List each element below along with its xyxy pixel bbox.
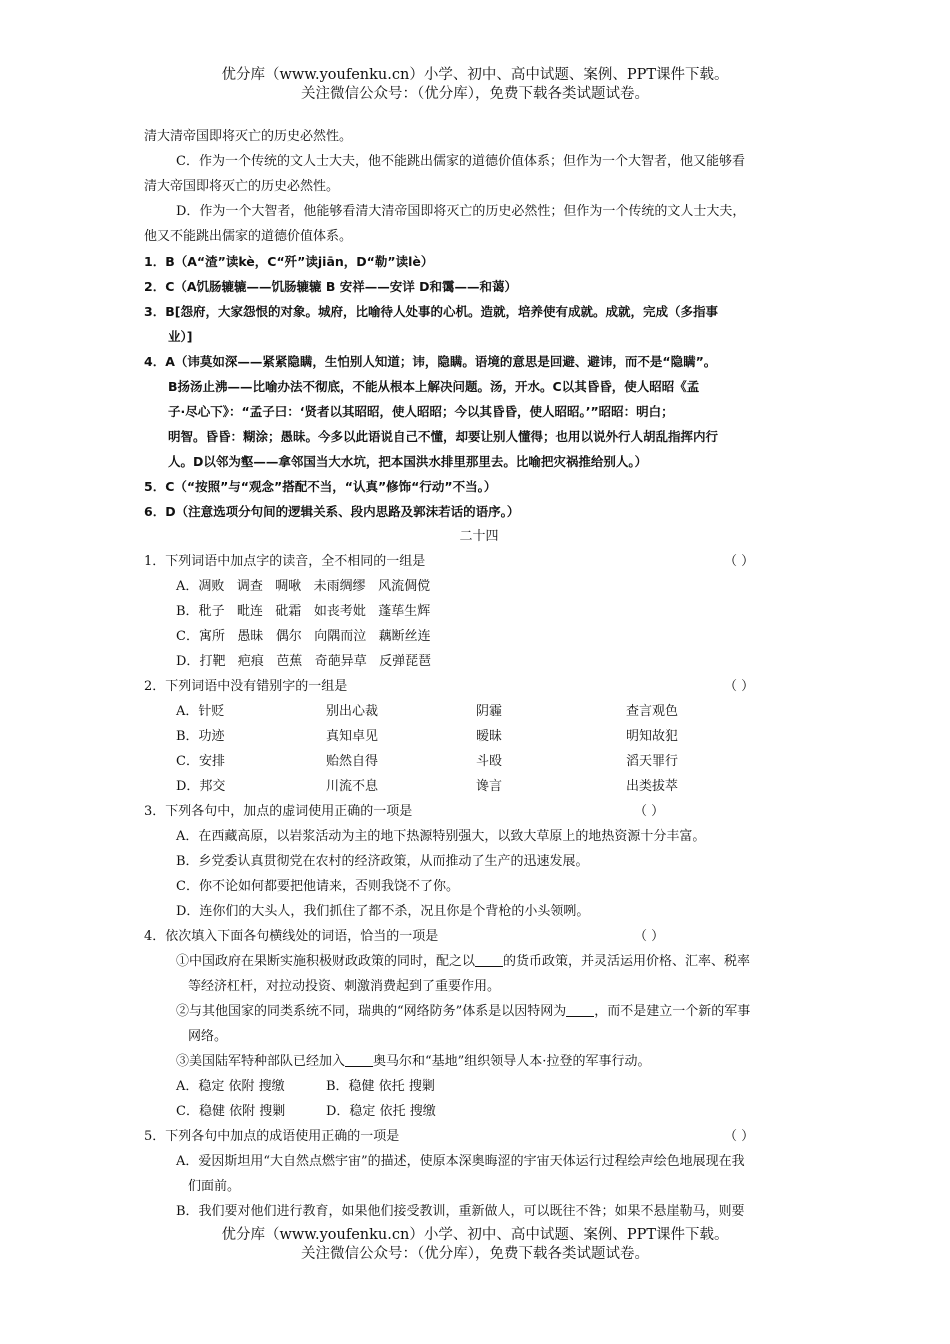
word: 查言观色 [626, 704, 679, 719]
word: 阴霾 [476, 704, 503, 719]
q1-option-c [144, 624, 814, 649]
q4-options-cd [144, 1099, 814, 1124]
answer-4-cont-1: B扬汤止沸——比喻办法不彻底，不能从根本上解决问题。汤，开水。C以其昏昏，使人昭昭《孟 [168, 379, 700, 394]
q4-option-a: A．稳定 依附 搜缴 [176, 1079, 285, 1094]
q5-option-b-line-1: B．我们要对他们进行教育，如果他们接受教训，重新做人，可以既往不咎；如果不悬崖勒马，则要 [176, 1204, 745, 1219]
word: 真知卓见 [326, 729, 379, 744]
header-line-2: 关注微信公众号：（优分库），免费下载各类试题试卷。 [301, 86, 649, 102]
question-3 [144, 799, 814, 824]
q4-sentence-2-cont: 网络。 [188, 1029, 228, 1044]
sentence-part: ②与其他国家的同类系统不同，瑞典的“网络防务”体系是以因特网为 [176, 1004, 567, 1019]
answer-6: 6．D（注意选项分句间的逻辑关系、段内思路及郭沫若话的语序。） [144, 504, 520, 519]
sentence-part: ①中国政府在果断实施积极财政政策的同时，配之以 [176, 954, 476, 969]
word: 暧昧 [476, 729, 503, 744]
q1-option-d [144, 649, 814, 674]
answer-1: 1．B（A“渣”读kè，C“歼”读jiān，D“勒”读lè） [144, 254, 434, 269]
word: 出类拔萃 [626, 779, 679, 794]
option-letter: D． [176, 654, 200, 669]
word: 奇葩异草 [314, 654, 367, 669]
question-1-blank: （ ） [724, 554, 755, 569]
option-c-line-1: C．作为一个传统的文人士大夫，他不能跳出儒家的道德价值体系；但作为一个大智者，他又能够看 [176, 154, 745, 169]
word: D．邦交 [176, 779, 226, 794]
answer-2: 2．C（A饥肠辘辘——饥肠辘辘 B 安祥——安详 D和霭——和蔼） [144, 279, 518, 294]
q4-sentence-1 [144, 949, 814, 974]
word: 蓬荜生辉 [378, 604, 431, 619]
sentence-part: 的货币政策，并灵活运用价格、汇率、税率 [503, 954, 751, 969]
section-title: 二十四 [459, 529, 499, 544]
word: A．针贬 [176, 704, 225, 719]
answer-4: 4．A（讳莫如深——紧紧隐瞒，生怕别人知道；讳，隐瞒。语境的意思是回避、避讳，而不是“隐瞒”。 [144, 354, 717, 369]
document-body [144, 124, 814, 1224]
footer-line-1: 优分库（www.youfenku.cn）小学、初中、高中试题、案例、PPT课件下载。 [221, 1227, 729, 1243]
word: 砒霜 [275, 604, 302, 619]
question-2-blank: （ ） [724, 679, 755, 694]
q4-sentence-2 [144, 999, 814, 1024]
q3-option-c: C．你不论如何都要把他请来，否则我饶不了你。 [176, 879, 459, 894]
q2-option-d [144, 774, 678, 799]
word: 别出心裁 [326, 704, 379, 719]
question-2-stem: 2．下列词语中没有错别字的一组是 [144, 679, 348, 694]
word: 藕断丝连 [378, 629, 431, 644]
continued-line: 清大清帝国即将灭亡的历史必然性。 [144, 129, 353, 144]
question-1 [144, 549, 814, 574]
answer-4-cont-2: 子·尽心下》：“孟子曰：‘贤者以其昭昭，使人昭昭；今以其昏昏，使人昭昭。’”昭昭：明白； [168, 404, 674, 419]
sentence-part: ，而不是建立一个新的军事 [594, 1004, 751, 1019]
question-5 [144, 1124, 814, 1149]
word: 疤痕 [237, 654, 264, 669]
question-2 [144, 674, 814, 699]
word: 川流不息 [326, 779, 379, 794]
word: 毗连 [236, 604, 263, 619]
word: B．功迹 [176, 729, 225, 744]
q3-option-a: A．在西藏高原，以岩浆活动为主的地下热源特别强大，以致大草原上的地热资源十分丰富。 [176, 829, 706, 844]
question-5-blank: （ ） [724, 1129, 755, 1144]
q2-option-a [144, 699, 678, 724]
page-header [0, 66, 950, 104]
q1-option-b [144, 599, 814, 624]
q5-option-a-line-2: 们面前。 [188, 1179, 241, 1194]
word: 啁啾 [275, 579, 302, 594]
option-d-line-2: 他又不能跳出儒家的道德价值体系。 [144, 229, 353, 244]
answer-4-cont-4: 人。D以邻为壑——拿邻国当大水坑，把本国洪水排里那里去。比喻把灾祸推给别人。） [168, 454, 648, 469]
word: 向隅而泣 [314, 629, 367, 644]
q3-option-d: D．连你们的大头人，我们抓住了都不杀，况且你是个背枪的小头领咧。 [176, 904, 590, 919]
question-3-blank: （ ） [634, 804, 665, 819]
q3-option-b: B．乡党委认真贯彻党在农村的经济政策，从而推动了生产的迅速发展。 [176, 854, 589, 869]
question-3-stem: 3．下列各句中，加点的虚词使用正确的一项是 [144, 804, 413, 819]
answer-3: 3．B[怨府，大家怨恨的对象。城府，比喻待人处事的心机。造就，培养使有成就。成就，完成（多指事 [144, 304, 718, 319]
word: 风流倜傥 [378, 579, 431, 594]
sentence-part: 奥马尔和“基地”组织领导人本·拉登的军事行动。 [373, 1054, 651, 1069]
option-letter: A． [176, 579, 199, 594]
word: C．安排 [176, 754, 225, 769]
question-4-blank: （ ） [634, 929, 665, 944]
word: 秕子 [198, 604, 225, 619]
word: 滔天罪行 [626, 754, 679, 769]
q4-option-d: D．稳定 依托 搜缴 [326, 1104, 436, 1119]
word: 反弹琵琶 [379, 654, 432, 669]
question-4-stem: 4．依次填入下面各句横线处的词语，恰当的一项是 [144, 929, 439, 944]
word: 未雨绸缪 [313, 579, 366, 594]
answer-4-cont-3: 明智。昏昏：糊涂；愚昧。今多以此语说自己不懂，却要让别人懂得；也用以说外行人胡乱指挥内行 [168, 429, 719, 444]
word: 凋败 [198, 579, 225, 594]
q4-options-ab [144, 1074, 814, 1099]
word: 如丧考妣 [313, 604, 366, 619]
word: 明知故犯 [626, 729, 679, 744]
option-d-line-1: D．作为一个大智者，他能够看清大清帝国即将灭亡的历史必然性；但作为一个传统的文人士大夫， [176, 204, 746, 219]
footer-line-2: 关注微信公众号：（优分库），免费下载各类试题试卷。 [301, 1246, 649, 1262]
header-line-1: 优分库（www.youfenku.cn）小学、初中、高中试题、案例、PPT课件下载。 [221, 67, 729, 83]
question-5-stem: 5．下列各句中加点的成语使用正确的一项是 [144, 1129, 400, 1144]
option-c-line-2: 清大帝国即将灭亡的历史必然性。 [144, 179, 340, 194]
word: 斗殴 [476, 754, 503, 769]
q1-option-a [144, 574, 814, 599]
option-letter: B． [176, 604, 199, 619]
word: 寓所 [198, 629, 225, 644]
answer-3-cont: 业）] [168, 329, 193, 344]
q4-option-c: C．稳健 依附 搜剿 [176, 1104, 286, 1119]
fill-blank [566, 1002, 594, 1017]
word: 芭蕉 [276, 654, 303, 669]
q2-option-c [144, 749, 678, 774]
word: 调查 [236, 579, 263, 594]
word: 愚昧 [237, 629, 264, 644]
word: 打靶 [199, 654, 226, 669]
fill-blank [345, 1052, 373, 1067]
question-4 [144, 924, 814, 949]
sentence-part: ③美国陆军特种部队已经加入 [176, 1054, 346, 1069]
word: 偶尔 [275, 629, 302, 644]
q5-option-a-line-1: A．爱因斯坦用“大自然点燃宇宙”的描述，使原本深奥晦涩的宇宙天体运行过程绘声绘色地展现在我 [176, 1154, 745, 1169]
fill-blank [475, 952, 503, 967]
answer-5: 5．C（“按照”与“观念”搭配不当，“认真”修饰“行动”不当。） [144, 479, 497, 494]
word: 谗言 [476, 779, 503, 794]
q4-sentence-1-cont: 等经济杠杆，对拉动投资、刺激消费起到了重要作用。 [188, 979, 501, 994]
option-letter: C． [176, 629, 199, 644]
q4-sentence-3 [144, 1049, 814, 1074]
answer-key [144, 249, 814, 524]
word: 贻然自得 [326, 754, 379, 769]
q4-option-b: B．稳健 依托 搜剿 [326, 1079, 435, 1094]
page-footer [0, 1226, 950, 1264]
question-1-stem: 1．下列词语中加点字的读音，全不相同的一组是 [144, 554, 426, 569]
q2-option-b [144, 724, 678, 749]
